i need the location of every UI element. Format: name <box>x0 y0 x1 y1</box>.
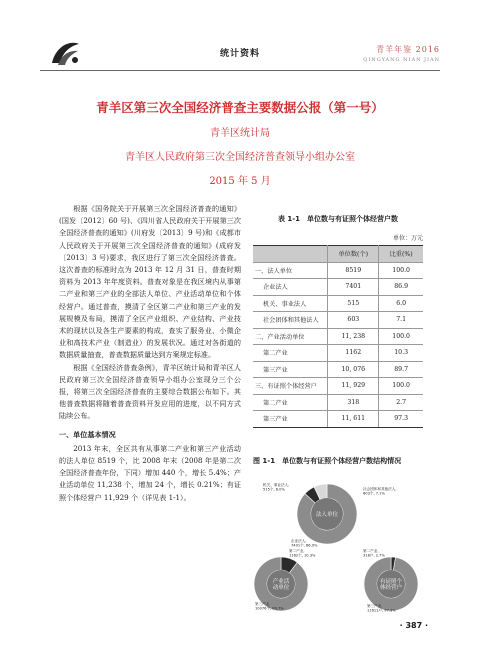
article-co-author: 青羊区人民政府第三次全国经济普查领导小组办公室 <box>125 152 355 163</box>
table-row <box>253 394 423 411</box>
paragraph-intro: 根据《国务院关于开展第三次全国经济普查的通知》(国发〔2012〕60 号)、《四川省人民政府关于开展第三次全国经济普查的通知》(川府发〔2013〕9 号)和《成都市人民政府关于开展第三次全国经济普查的通知》(成府发〔2013〕3 号)要求，我区进行了第三次全国经济普查。这次普查的标准时点为 2013 年 12 月 31 日，普查时期资料为 2013 年年度资料。普查对象是在我区境内从事第二产业和第三产业的全部法人单位、产业活动单位和个体经营户。通过普查，摸清了全区第二产业和第三产业的发展规模及布局，摸清了全区产业组织、产业结构、产业技术的现状以及各生产要素的构成，查实了服务业、小微企业和高技术产业（制造业）的发展状况。通过对各街道的数据质量抽查，普查数据质量达到方案规定标准。 <box>59 204 241 360</box>
row-name: 第三产业 <box>253 361 328 378</box>
row-name: 机关、事业法人 <box>253 295 328 312</box>
table-header-name <box>253 246 328 263</box>
row-share: 100.0 <box>379 262 423 279</box>
article-title: 青羊区第三次全国经济普查主要数据公报（第一号） <box>96 100 384 115</box>
header-rule <box>40 70 440 71</box>
section-heading: 一、单位基本情况 <box>59 429 116 439</box>
row-name: 一、法人单位 <box>253 262 328 279</box>
pie-label: 企业法人, 7401个, 86.9% <box>291 539 318 548</box>
row-share: 7.1 <box>379 312 423 329</box>
row-share: 2.7 <box>379 394 423 411</box>
table-row <box>253 328 423 345</box>
pie-label: 机关、事业法人, 515个, 6.0% <box>263 483 290 492</box>
data-table <box>253 245 423 428</box>
table-caption: 表 1-1 单位数与有证照个体经营户数 <box>277 215 399 223</box>
row-share: 100.0 <box>379 378 423 395</box>
table-row <box>253 279 423 296</box>
page-number: · 387 · <box>399 621 428 630</box>
figure-caption: 图 1-1 单位数与有证照个体经营户数结构情况 <box>253 457 402 465</box>
row-count: 515 <box>328 295 379 312</box>
pie-charts <box>253 480 423 615</box>
paragraph-units: 2013 年末，全区共有从事第二产业和第三产业活动的法人单位 8519 个，比 2008 年末（2008 年是第二次全国经济普查年份，下同）增加 440 个，增长 5.4%；产业活动单位 11,238 个，增加 24 个，增长 0.21%；有证照个体经营户 11,929 个（详见表 1-1）。 <box>59 443 241 502</box>
table-unit: 单位：万元 <box>392 235 423 242</box>
row-share: 97.3 <box>379 411 423 428</box>
table-row <box>253 312 423 329</box>
yearbook-title-cn: 青羊年鉴 2016 <box>376 45 440 54</box>
row-name: 第三产业 <box>253 411 328 428</box>
table-section <box>253 214 423 428</box>
row-share: 86.9 <box>379 279 423 296</box>
paragraph-announcement: 根据《全国经济普查条例》，青羊区统计局和青羊区人民政府第三次全国经济普查领导小组办公室现分三个公报，将第三次全国经济普查的主要综合数据公布如下。其他普查数据将随着普查资料开发应用的进度，以不同方式陆续公布。 <box>59 362 241 421</box>
pie-label: 第三产业, 10076个, 89.7% <box>255 602 284 611</box>
yearbook-title-en: QINGYANG NIAN JIAN <box>363 57 440 63</box>
pie-label: 第三产业, 11611户, 97.3% <box>367 604 396 613</box>
row-count: 11, 929 <box>328 378 379 395</box>
table-row <box>253 262 423 279</box>
table-header-row <box>253 246 423 263</box>
table-row <box>253 378 423 395</box>
table-header-count: 单位数(个) <box>328 246 379 263</box>
row-count: 7401 <box>328 279 379 296</box>
article-author: 青羊区统计局 <box>210 128 270 139</box>
row-count: 8519 <box>328 262 379 279</box>
row-count: 1162 <box>328 345 379 362</box>
row-count: 10, 076 <box>328 361 379 378</box>
page-header <box>40 38 440 68</box>
row-name: 二、产业活动单位 <box>253 328 328 345</box>
row-share: 89.7 <box>379 361 423 378</box>
table-header-share: 比重(%) <box>379 246 423 263</box>
table-row <box>253 411 423 428</box>
row-name: 第二产业 <box>253 345 328 362</box>
row-name: 三、有证照个体经营户 <box>253 378 328 395</box>
table-row <box>253 295 423 312</box>
table-row <box>253 361 423 378</box>
section-name: 统计资料 <box>219 49 260 59</box>
row-name: 社会团体和其他法人 <box>253 312 328 329</box>
row-count: 11, 611 <box>328 411 379 428</box>
row-name: 企业法人 <box>253 279 328 296</box>
body-text <box>59 203 241 504</box>
pie-label: 第二产业, 318户, 2.7% <box>363 549 385 558</box>
row-share: 100.0 <box>379 328 423 345</box>
row-count: 603 <box>328 312 379 329</box>
pie-title: 法人单位 <box>315 512 339 518</box>
table-row <box>253 345 423 362</box>
pie-title: 产业活动单位 <box>272 578 290 592</box>
row-count: 318 <box>328 394 379 411</box>
row-share: 6.0 <box>379 295 423 312</box>
yearbook-title <box>363 44 440 63</box>
row-count: 11, 238 <box>328 328 379 345</box>
row-share: 10.3 <box>379 345 423 362</box>
pie-label: 社会团体和其他法人, 603个, 7.1% <box>363 487 397 496</box>
article-date: 2015 年 5 月 <box>209 176 271 187</box>
pie-label: 第二产业, 1162个, 10.3% <box>289 549 316 558</box>
pie-title: 有证照个体经营户 <box>379 578 403 592</box>
row-name: 第二产业 <box>253 394 328 411</box>
